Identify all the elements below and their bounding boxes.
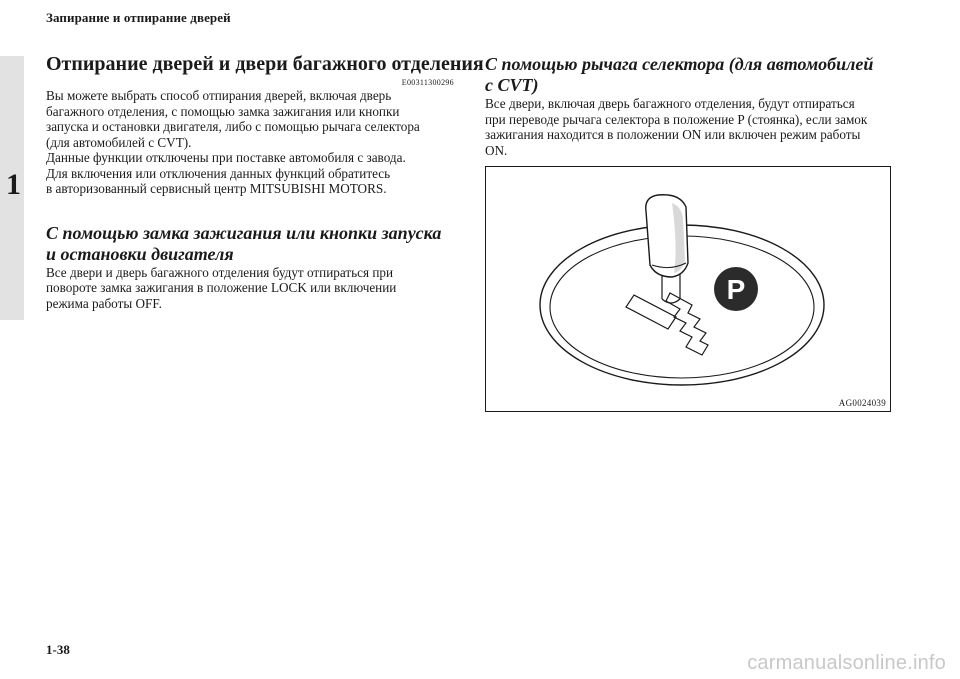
park-badge-label: P (726, 274, 746, 305)
selector-lever-illustration (486, 167, 890, 411)
section-body-line: в авторизованный сервисный центр MITSUBISHI MOTORS. (46, 181, 387, 196)
subsection-selector-title-line: С помощью рычага селектора (для автомобилей (485, 54, 874, 74)
subsection-ignition-title-line: и остановки двигателя (46, 243, 234, 264)
subsection-selector-title (485, 54, 895, 96)
subsection-ignition-title (46, 223, 454, 265)
section-body (46, 88, 454, 197)
subsection-selector-body (485, 96, 895, 158)
subsection-ignition-body-line: повороте замка зажигания в положение LOCK или включении (46, 280, 397, 295)
section-body-line: (для автомобилей с CVT). (46, 134, 192, 150)
section-body-line: Вы можете выбрать способ отпирания дверей, включая дверь (46, 88, 392, 103)
subsection-ignition-title-line: С помощью замка зажигания или кнопки запуска (46, 222, 442, 243)
watermark: carmanualsonline.info (747, 652, 946, 674)
figure-code: AG0024039 (838, 398, 886, 408)
left-column (46, 52, 484, 311)
section-title: Отпирание дверей и двери багажного отделения (46, 53, 484, 75)
subsection-ignition-body-line: Все двери и дверь багажного отделения будут отпираться при (46, 264, 394, 280)
section-body-line: Для включения или отключения данных функций обратитесь (46, 165, 391, 181)
selector-lever-figure (485, 166, 891, 412)
subsection-selector-body-line: при переводе рычага селектора в положение P (стоянка), если замок (485, 111, 868, 127)
subsection-ignition-body (46, 265, 454, 312)
subsection-selector-body-line: Все двери, включая дверь багажного отделения, будут отпираться (485, 96, 855, 111)
section-body-line: запуска и остановки двигателя, либо с помощью рычага селектора (46, 119, 420, 134)
section-body-line: багажного отделения, с помощью замка зажигания или кнопки (46, 103, 400, 119)
subsection-selector-body-line: ON. (485, 142, 508, 158)
selector-side-slot (626, 295, 676, 329)
chapter-number: 1 (6, 168, 21, 201)
page-number: 1-38 (46, 642, 70, 657)
subsection-selector-title-line: с CVT) (485, 75, 539, 95)
section-body-line: Данные функции отключены при поставке автомобиля с завода. (46, 150, 406, 165)
subsection-selector-body-line: зажигания находится в положении ON или включен режим работы (485, 127, 861, 142)
subsection-ignition-body-line: режима работы OFF. (46, 295, 162, 311)
running-header: Запирание и отпирание дверей (46, 10, 231, 25)
selector-lever-boot (662, 299, 680, 303)
section-code: E00311300296 (401, 78, 454, 87)
subsection-ignition (46, 223, 454, 312)
right-column (485, 54, 895, 158)
